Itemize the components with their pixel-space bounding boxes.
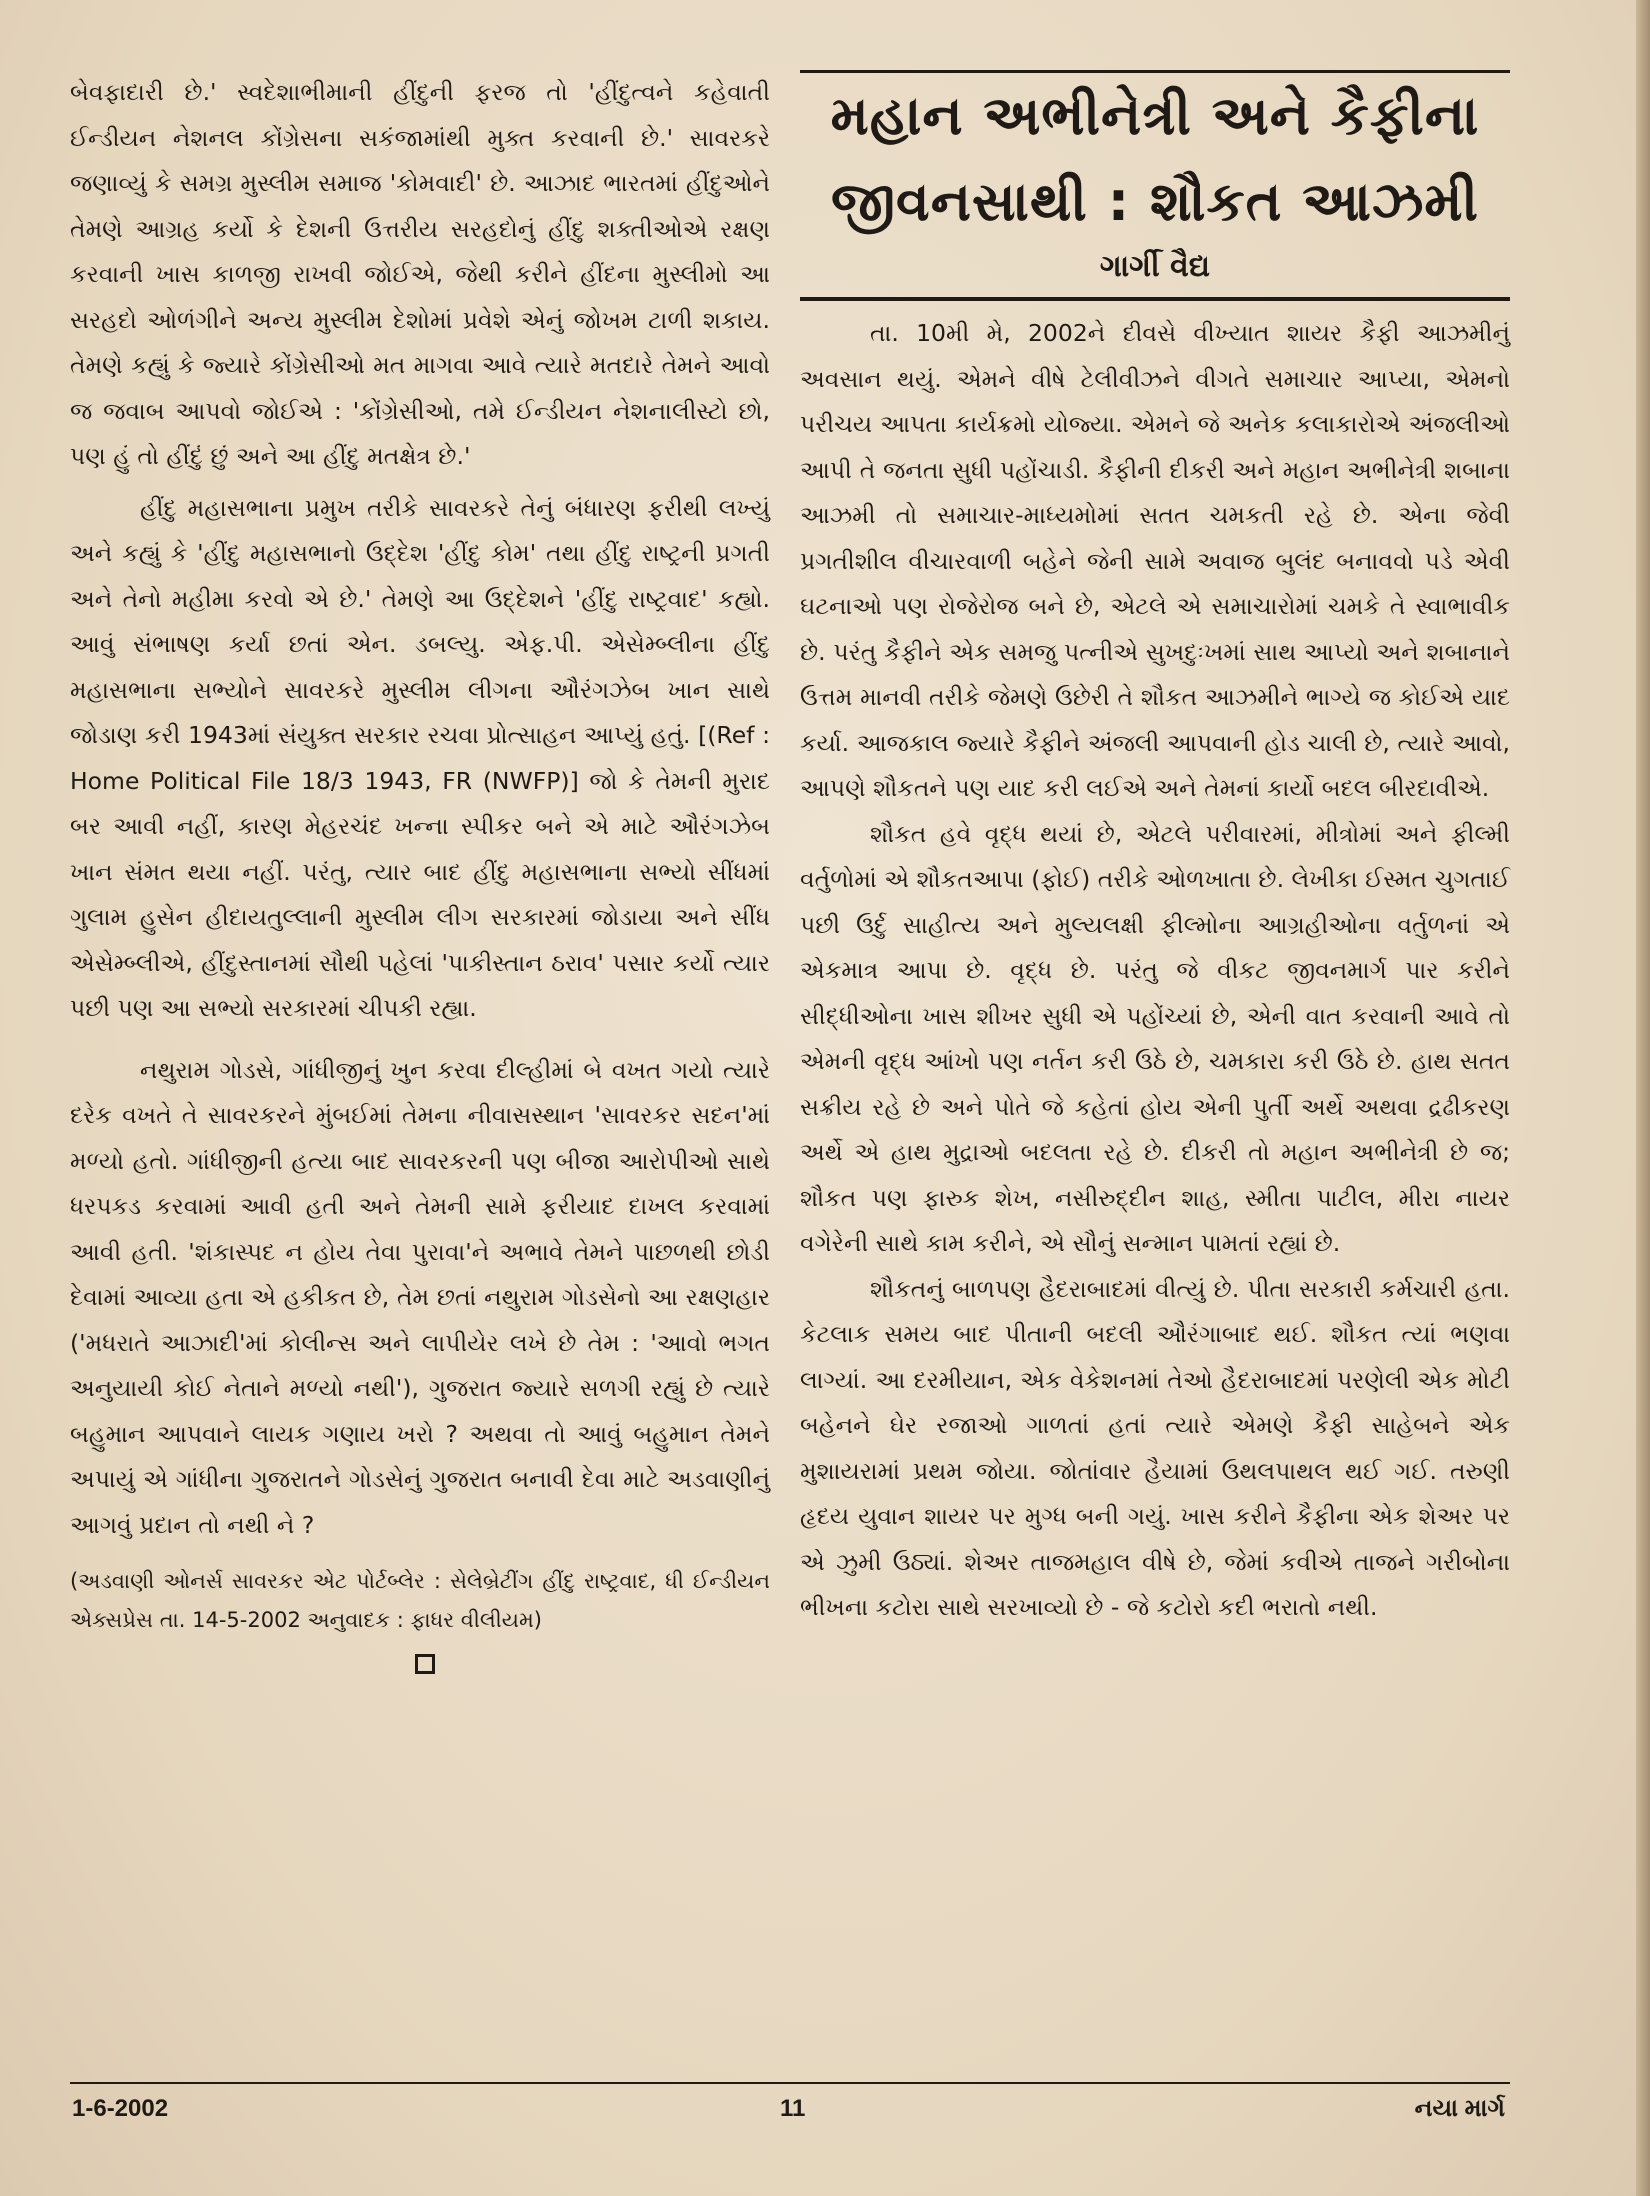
page-edge [1636,0,1650,2196]
continued-paragraph: બેવફાદારી છે.' સ્વદેશાભીમાની હીંદુની ફરજ તો 'હીંદુત્વને કહેવાતી ઈન્ડીયન નેશનલ કોંગ્રેસના સકંજામાંથી મુક્ત કરવાની છે.' સાવરકરે જણાવ્યું કે સમગ્ર મુસ્લીમ સમાજ 'કોમવાદી' છે. આઝાદ ભારતમાં હીંદુઓને તેમણે આગ્રહ કર્યો કે દેશની ઉત્તરીય સરહદોનું હીંદુ શક્તીઓએ રક્ષણ કરવાની ખાસ કાળજી રાખવી જોઈએ, જેથી કરીને હીંદના મુસ્લીમો આ સરહદો ઓળંગીને અન્ય મુસ્લીમ દેશોમાં પ્રવેશે એનું જોખમ ટાળી શકાય. તેમણે કહ્યું કે જ્યારે કોંગ્રેસીઓ મત માગવા આવે ત્યારે મતદારે તેમને આવો જ જવાબ આપવો જોઈએ : 'કોંગ્રેસીઓ, તમે ઈન્ડીયન નેશનાલીસ્ટો છો, પણ હું તો હીંદું છું અને આ હીંદુ મતક્ષેત્ર છે.' [70,78,770,470]
article-paragraph-childhood: શૌકતનું બાળપણ હૈદરાબાદમાં વીત્યું છે. પીતા સરકારી કર્મચારી હતા. કેટલાક સમય બાદ પીતાની બદલી ઔરંગાબાદ થઈ. શૌકત ત્યાં ભણવા લાગ્યાં. આ દરમીયાન, એક વેકેશનમાં તેઓ હૈદરાબાદમાં પરણેલી એક મોટી બહેનને ઘેર રજાઓ ગાળતાં હતાં ત્યારે એમણે કૈફી સાહેબને એક મુશાયરામાં પ્રથમ જોયા. જોતાંવાર હૈયામાં ઉથલપાથલ થઈ ગઈ. તરુણી હૃદય યુવાન શાયર પર મુગ્ધ બની ગયું. ખાસ કરીને કૈફીના એક શેઅર પર એ ઝુમી ઉઠ્યાં. શેઅર તાજમહાલ વીષે છે, જેમાં કવીએ તાજને ગરીબોના ભીખના કટોરા સાથે સરખાવ્યો છે - જે કટોરો કદી ભરાતો નથી. [800,1274,1510,1621]
footer-date: 1-6-2002 [72,2095,169,2122]
footer-rule [70,2082,1510,2084]
right-column [800,70,1510,1631]
article-paragraph-intro: તા. 10મી મે, 2002ને દીવસે વીખ્યાત શાયર કૈફી આઝમીનું અવસાન થયું. એમને વીષે ટેલીવીઝને વીગતે સમાચાર આપ્યા, એમનો પરીચય આપતા કાર્યક્રમો યોજ્યા. એમને જે અનેક કલાકારોએ અંજલીઓ આપી તે જનતા સુધી પહોંચાડી. કૈફીની દીકરી અને મહાન અભીનેત્રી શબાના આઝમી તો સમાચાર-માધ્યમોમાં સતત ચમકતી રહે છે. એના જેવી પ્રગતીશીલ વીચારવાળી બહેને જેની સામે અવાજ બુલંદ બનાવવો પડે એવી ઘટનાઓ પણ રોજેરોજ બને છે, એટલે એ સમાચારોમાં ચમકે તે સ્વાભાવીક છે. પરંતુ કૈફીને એક સમજુ પત્નીએ સુખદુઃખમાં સાથ આપ્યો અને શબાનાને ઉત્તમ માનવી તરીકે જેમણે ઉછેરી તે શૌકત આઝમીને ભાગ્યે જ કોઈએ યાદ કર્યા. આજકાલ જ્યારે કૈફીને અંજલી આપવાની હોડ ચાલી છે, ત્યારે આવો, આપણે શૌકતને પણ યાદ કરી લઈએ અને તેમનાં કાર્યો બદલ બીરદાવીએ. [800,319,1510,802]
godse-paragraph: નથુરામ ગોડસે, ગાંધીજીનું ખુન કરવા દીલ્હીમાં બે વખત ગયો ત્યારે દરેક વખતે તે સાવરકરને મુંબઈમાં તેમના નીવાસસ્થાન 'સાવરકર સદન'માં મળ્યો હતો. ગાંધીજીની હત્યા બાદ સાવરકરની પણ બીજા આરોપીઓ સાથે ધરપકડ કરવામાં આવી હતી અને તેમની સામે ફરીયાદ દાખલ કરવામાં આવી હતી. 'શંકાસ્પદ ન હોય તેવા પુરાવા'ને અભાવે તેમને પાછળથી છોડી દેવામાં આવ્યા હતા એ હકીકત છે, તેમ છતાં નથુરામ ગોડસેનો આ રક્ષણહાર ('મધરાતે આઝાદી'માં કોલીન્સ અને લાપીયેર લખે છે તેમ : 'આવો ભગત અનુયાયી કોઈ નેતાને મળ્યો નથી'), ગુજરાત જ્યારે સળગી રહ્યું છે ત્યારે બહુમાન આપવાને લાયક ગણાય ખરો ? અથવા તો આવું બહુમાન તેમને અપાયું એ ગાંધીના ગુજરાતને ગોડસેનું ગુજરાત બનાવી દેવા માટે અડવાણીનું આગવું પ્રદાન તો નથી ને ? [70,1055,770,1539]
article-end-mark-icon [415,1654,435,1674]
article-paragraph-shaukat: શૌકત હવે વૃદ્ધ થયાં છે, એટલે પરીવારમાં, મીત્રોમાં અને ફીલ્મી વર્તુળોમાં એ શૌકતઆપા (ફોઈ) તરીકે ઓળખાતા છે. લેખીકા ઈસ્મત ચુગતાઈ પછી ઉર્દુ સાહીત્ય અને મુલ્યલક્ષી ફીલ્મોના આગ્રહીઓના વર્તુળનાં એ એકમાત્ર આપા છે. વૃદ્ધ છે. પરંતુ જે વીકટ જીવનમાર્ગ પાર કરીને સીદ્ધીઓના ખાસ શીખર સુધી એ પહોંચ્યાં છે, એની વાત કરવાની આવે તો એમની વૃદ્ધ આંખો પણ નર્તન કરી ઉઠે છે, ચમકારા કરી ઉઠે છે. હાથ સતત સક્રીય રહે છે અને પોતે જે કહેતાં હોય એની પુર્તી અર્થે અથવા દ્રઢીકરણ અર્થે એ હાથ મુદ્રાઓ બદલતા રહે છે. દીકરી તો મહાન અભીનેત્રી છે જ; શૌકત પણ ફારુક શેખ, નસીરુદ્દીન શાહ, સ્મીતા પાટીલ, મીરા નાયર વગેરેની સાથે કામ કરીને, એ સૌનું સન્માન પામતાં રહ્યાં છે. [800,819,1511,1257]
article-author: ગાર્ગી વૈદ્ય [1099,249,1211,284]
article-title-line-1: મહાન અભીનેત્રી અને કૈફીના [830,84,1480,147]
page-number: 11 [780,2095,806,2122]
magazine-name: નયા માર્ગ [1414,2095,1505,2122]
source-citation: (અડવાણી ઓનર્સ સાવરકર એટ પોર્ટબ્લેર : સેલેબ્રેટીંગ હીંદુ રાષ્ટ્રવાદ, ધી ઈન્ડીયન એક્સપ્રેસ તા. 14-5-2002 અનુવાદક : ફાધર વીલીયમ) [70,1569,770,1632]
left-column [70,70,770,1674]
article-title-line-2: જીવનસાથી : શૌકત આઝમી [831,170,1479,233]
title-bottom-rule [800,297,1510,301]
hindu-mahasabha-paragraph: હીંદુ મહાસભાના પ્રમુખ તરીકે સાવરકરે તેનું બંધારણ ફરીથી લખ્યું અને કહ્યું કે 'હીંદુ મહાસભાનો ઉદ્દેશ 'હીંદુ કોમ' તથા હીંદુ રાષ્ટ્રની પ્રગતી અને તેનો મહીમા કરવો એ છે.' તેમણે આ ઉદ્દેશને 'હીંદુ રાષ્ટ્રવાદ' કહ્યો. આવું સંભાષણ કર્યા છતાં એન. ડબલ્યુ. એફ.પી. એસેમ્બ્લીના હીંદુ મહાસભાના સભ્યોને સાવરકરે મુસ્લીમ લીગના ઔરંગઝેબ ખાન સાથે જોડાણ કરી 1943માં સંયુક્ત સરકાર રચવા પ્રોત્સાહન આપ્યું હતું. [(Ref : Home Political File 18/3 1943, FR (NWFP)] જો કે તેમની મુરાદ બર આવી નહીં, કારણ મેહરચંદ ખન્ના સ્પીકર બને એ માટે ઔરંગઝેબ ખાન સંમત થયા નહીં. પરંતુ, ત્યાર બાદ હીંદુ મહાસભાના સભ્યો સીંધમાં ગુલામ હુસેન હીદાયતુલ્લાની મુસ્લીમ લીગ સરકારમાં જોડાયા અને સીંધ એસેમ્બ્લીએ, હીંદુસ્તાનમાં સૌથી પહેલાં 'પાકીસ્તાન ઠરાવ' પસાર કર્યો ત્યાર પછી પણ આ સભ્યો સરકારમાં ચીપકી રહ્યા. [70,493,770,1022]
